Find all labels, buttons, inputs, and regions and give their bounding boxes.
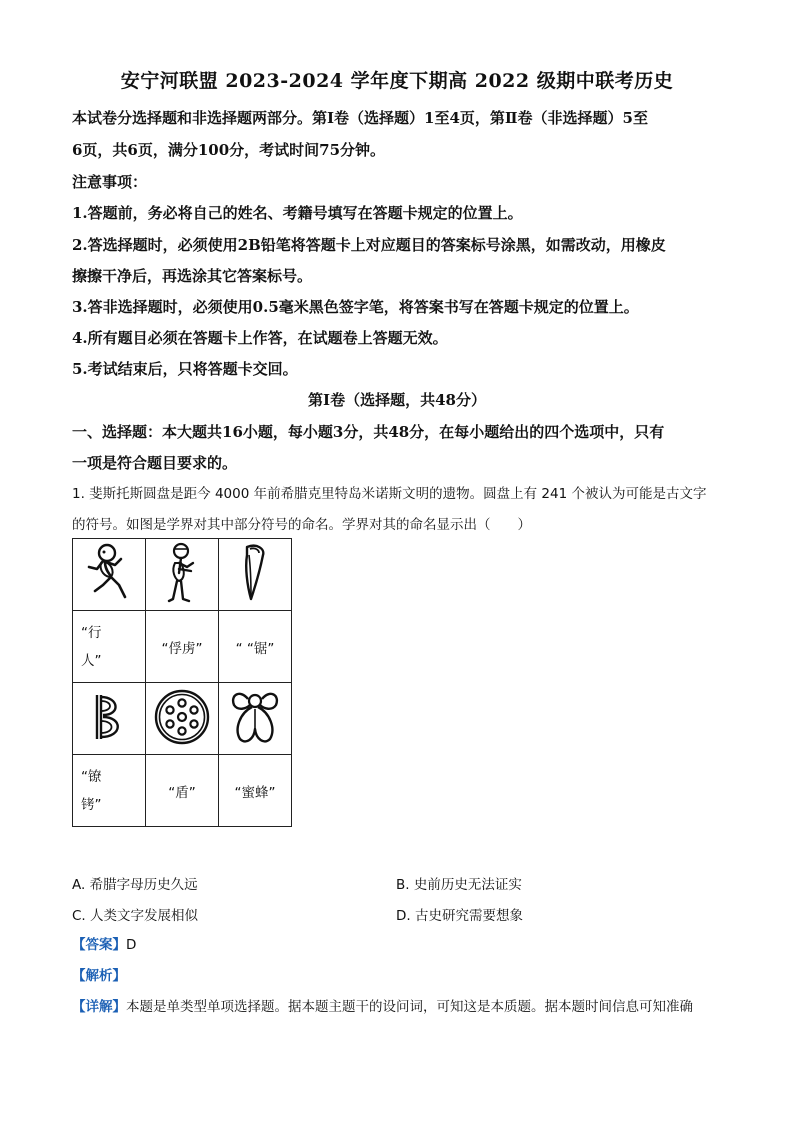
analysis-label: 【解析】 <box>72 968 126 984</box>
notice-item-3: 3.答非选择题时，必须使用0.5毫米黑色签字笔，将答案书写在答题卡规定的位置上。 <box>72 298 639 316</box>
notice-item-5: 5.考试结束后，只将答题卡交回。 <box>72 360 298 378</box>
notice-item-2b: 擦擦干净后，再选涂其它答案标号。 <box>72 267 313 285</box>
detail-line <box>72 997 693 1017</box>
label-shield: “盾” <box>146 755 219 827</box>
detail-label: 【详解】 <box>72 999 126 1015</box>
intro-line-1: 本试卷分选择题和非选择题两部分。第Ⅰ卷（选择题）1至4页，第Ⅱ卷（非选择题）5至 <box>72 109 648 127</box>
shackle-icon <box>73 683 146 755</box>
label-bee: “蜜蜂” <box>219 755 292 827</box>
section-instruction-1: 一、选择题：本大题共16小题，每小题3分，共48分，在每小题给出的四个选项中，只有 <box>72 423 665 441</box>
notice-heading: 注意事项： <box>72 173 148 191</box>
option-d[interactable]: D. 古史研究需要想象 <box>396 908 523 924</box>
notice-item-2a: 2.答选择题时，必须使用2B铅笔将答题卡上对应题目的答案标号涂黑，如需改动，用橡皮 <box>72 236 666 254</box>
symbol-table <box>72 538 292 827</box>
detail-text: 本题是单类型单项选择题。据本题主题干的设问词，可知这是本质题。据本题时间信息可知准确 <box>126 999 693 1015</box>
answer-label: 【答案】 <box>72 937 126 953</box>
section-heading: 第Ⅰ卷（选择题，共48分） <box>308 391 486 409</box>
question-1-line-2: 的符号。如图是学界对其中部分符号的命名。学界对其的命名显示出（ ） <box>72 517 531 533</box>
page-title: 安宁河联盟 2023-2024 学年度下期高 2022 级期中联考历史 <box>120 70 674 92</box>
shield-icon <box>146 683 219 755</box>
question-1-line-1: 1. 斐斯托斯圆盘是距今 4000 年前希腊克里特岛米诺斯文明的遗物。圆盘上有 241 个被认为可能是古文字 <box>72 486 707 502</box>
label-shackle: “镣 铐” <box>73 755 146 827</box>
section-instruction-2: 一项是符合题目要求的。 <box>72 454 238 472</box>
captive-figure-icon <box>146 539 219 611</box>
label-saw: “ “锯” <box>219 611 292 683</box>
running-man-icon <box>73 539 146 611</box>
bee-icon <box>219 683 292 755</box>
intro-line-2: 6页，共6页，满分100分，考试时间75分钟。 <box>72 141 386 159</box>
option-b[interactable]: B. 史前历史无法证实 <box>396 877 522 893</box>
label-captive: “俘虏” <box>146 611 219 683</box>
saw-icon <box>219 539 292 611</box>
answer-value: D <box>126 937 137 953</box>
label-walker: “行 人” <box>73 611 146 683</box>
notice-item-4: 4.所有题目必须在答题卡上作答，在试题卷上答题无效。 <box>72 329 448 347</box>
analysis-line <box>72 966 126 986</box>
option-c[interactable]: C. 人类文字发展相似 <box>72 908 199 924</box>
notice-item-1: 1.答题前，务必将自己的姓名、考籍号填写在答题卡规定的位置上。 <box>72 204 523 222</box>
answer-line <box>72 935 136 955</box>
option-a[interactable]: A. 希腊字母历史久远 <box>72 877 198 893</box>
